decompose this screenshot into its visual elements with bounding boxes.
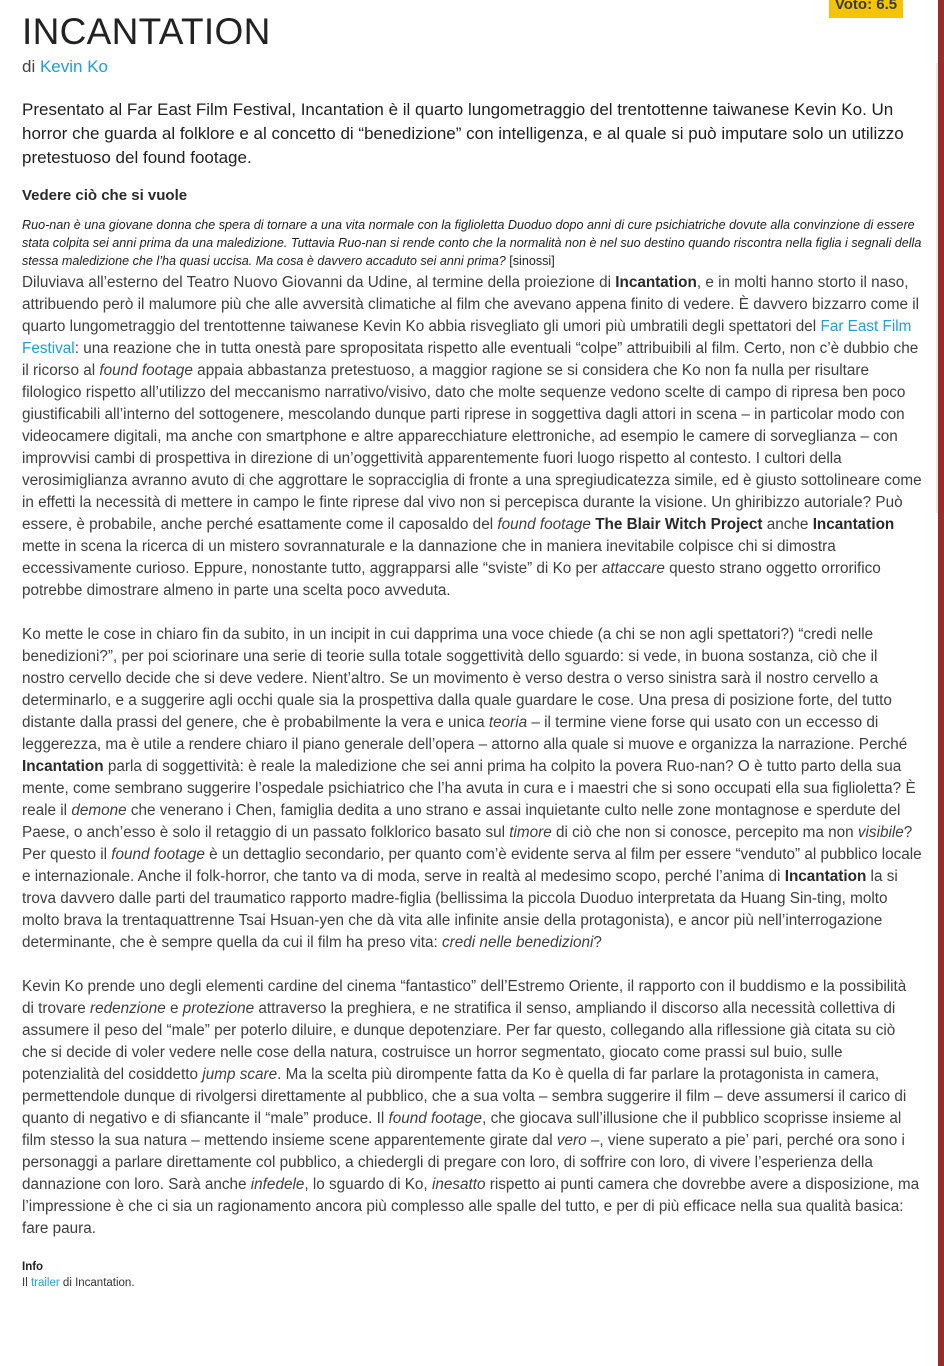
- film-title: Incantation: [22, 758, 104, 775]
- synopsis-text: Ruo-nan è una giovane donna che spera di tornare a una vita normale con la figlioletta Duoduo dopo anni di cure psichiatriche dovute alla convinzione di essere stata colpita sei anni prima da una maledizione. Tuttavia Ruo-nan si rende conto che la normalità non è nel suo destino quando riscontra nella figlia i segnali della stessa maledizione che l’ha quasi uccisa. Ma cosa è davvero accaduto sei anni prima?: [22, 218, 922, 268]
- author-link[interactable]: Kevin Ko: [39, 57, 109, 76]
- info-line: Il trailer di Incantation.: [22, 1277, 135, 1289]
- byline: [22, 56, 922, 78]
- body-paragraph-3: Kevin Ko prende uno degli elementi cardine del cinema “fantastico” dell’Estremo Oriente, il rapporto con il buddismo e la possibilità di trovare redenzione e protezione attraverso la preghiera, e ne stratifica il senso, ampliando il discorso alla necessità collettiva di assumere il peso del “male” per poterlo diluire, e dunque depotenziare. Per far questo, collegando alla riflessione già citata su ciò che si decide di voler vedere nelle cose della natura, costruisce un horror segmentato, giocato come prassi sul buio, sulle potenzialità del cosiddetto jump scare. Ma la scelta più dirompente fatta da Ko è quella di far parlare la protagonista in camera, permettendole dunque di rivolgersi direttamente al pubblico, che a sua volta – sembra suggerire il film – deve assumersi il carico di quanto di negativo e di sfiancante il “male” produce. Il found footage, che giocava sull’illusione che il pubblico scoprisse insieme al film stesso la sua natura – mettendo insieme scene apparentemente girate dal vero –, viene superato a pie’ pari, perché ora sono i personaggi a parlare direttamente col pubblico, a chiedergli di pregare con loro, di soffrire con loro, di vivere l’esperienza della dannazione con loro. Sarà anche infedele, lo sguardo di Ko, inesatto rispetto ai punti camera che dovrebbe avere a disposizione, ma l’impressione è che ci sia un ragionamento ancora più complesso alle spalle del tutto, e per di più efficace nella sua qualità basica: fare paura.: [22, 978, 920, 1237]
- film-title: Incantation: [812, 516, 895, 533]
- article-title: INCANTATION: [22, 11, 271, 52]
- info-label: Info: [22, 1261, 44, 1273]
- byline-prefix: di: [22, 57, 36, 76]
- article-lead: Presentato al Far East Film Festival, Incantation è il quarto lungometraggio del trentottenne taiwanese Kevin Ko. Un horror che guarda al folklore e al concetto di “benedizione” con intelligenza, e al quale si può imputare solo un utilizzo pretestuoso del found footage.: [22, 100, 904, 167]
- article: [22, 10, 922, 1291]
- film-title: Incantation: [784, 868, 867, 885]
- body-paragraph-1: Diluviava all’esterno del Teatro Nuovo Giovanni da Udine, al termine della proiezione di Incantation, e in molti hanno storto il naso, attribuendo però il malumore più che alle avversità climatiche al film che avevano appena finito di vedere. È davvero bizzarro come il quarto lungometraggio del trentottenne taiwanese Kevin Ko abbia risvegliato gli umori più umbratili degli spettatori del Far East Film Festival: una reazione che in tutta onestà pare spropositata rispetto alle eventuali “colpe” attribuibili al film. Certo, non c’è dubbio che il ricorso al found footage appaia abbastanza pretestuoso, a maggior ragione se si considera che Ko non fa nulla per risultare filologico rispetto all’utilizzo del meccanismo narrativo/visivo, dato che molte sequenze vedono scelte di campo di ripresa ben poco giustificabili all’interno del sottogenere, mescolando dunque parti riprese in soggettiva dagli attori in scena – in particolar modo con videocamere digitali, ma anche con smartphone e altre apparecchiature elettroniche, ad esempio le camere di sorveglianza – con improvvisi cambi di prospettiva in direzione di un’oggettività apparentemente fuori luogo rispetto al contesto. I cultori della verosimiglianza avranno avuto di che aggrottare le sopracciglia di fronte a una spregiudicatezza simile, ed è giusto sottolineare come in effetti la necessità di mettere in campo le finte riprese dal vivo non si percepisca durante la visione. Un ghiribizzo autoriale? Può essere, è probabile, anche perché esattamente come il caposaldo del found footage The Blair Witch Project anche Incantation mette in scena la ricerca di un mistero sovrannaturale e la dannazione che in maniera inevitabile colpisce chi si dimostra eccessivamente curioso. Eppure, nonostante tutto, aggrapparsi alle “sviste” di Ko per attaccare questo strano oggetto orrorifico potrebbe dimostrare almeno in parte una scelta poco avveduta.: [22, 274, 922, 599]
- body-paragraph-2: Ko mette le cose in chiaro fin da subito, in un incipit in cui dapprima una voce chiede (a chi se non agli spettatori?) “credi nelle benedizioni?”, per poi sciorinare una serie di teorie sulla totale soggettività dello sguardo: si vede, in buona sostanza, ciò che il nostro cervello decide che si deve vedere. Nient’altro. Se un movimento è verso destra o verso sinistra sarà il nostro cervello a determinarlo, e a suggerire agli occhi quale sia la prospettiva dalla quale guardare le cose. Una presa di posizione forte, del tutto distante dalla prassi del genere, che è probabilmente la vera e unica teoria – il termine viene forse qui usato con un eccesso di leggerezza, ma è utile a rendere chiaro il piano generale dell’opera – attorno alla quale si muove e organizza la narrazione. Perché Incantation parla di soggettività: è reale la maledizione che sei anni prima ha colpito la povera Ruo-nan? O è tutto parto della sua mente, come sembrano suggerire l’ospedale psichiatrico che l’ha avuta in cura e i maestri che si sono occupati ella sua figlioletta? È reale il demone che venerano i Chen, famiglia dedita a uno strano e assai inquietante culto nelle zone montagnose e sperdute del Paese, o anch’esso è solo il retaggio di un passato folklorico basato sul timore di ciò che non si conosce, percepito ma non visibile? Per questo il found footage è un dettaglio secondario, per quanto com’è evidente serva al film per essere “venduto” al pubblico locale e internazionale. Anche il folk-horror, che tanto va di moda, serve in realtà al medesimo scopo, perché l’anima di Incantation la si trova davvero dalle parti del traumatico rapporto madre-figlia (bellissima la piccola Duoduo interpretata da Huang Sin-ting, molto molto brava la trentaquattrenne Tsai Hsuan-yen che dà vita alle infinite ansie della protagonista), e ancor più nell’interrogazione determinante, che è sempre quella da cui il film ha preso vita: credi nelle benedizioni?: [22, 626, 922, 951]
- film-title: The Blair Witch Project: [595, 516, 763, 533]
- festival-link[interactable]: Far East Film Festival: [22, 318, 912, 357]
- right-divider: [936, 63, 938, 513]
- right-border-bar: [938, 0, 944, 1366]
- trailer-link[interactable]: trailer: [30, 1277, 60, 1289]
- vote-badge: Voto: 6.5: [829, 0, 903, 18]
- film-title: Incantation: [615, 274, 697, 291]
- synopsis-tag: [sinossi]: [509, 254, 555, 268]
- section-heading: Vedere ciò che si vuole: [22, 187, 188, 204]
- synopsis: [22, 216, 922, 270]
